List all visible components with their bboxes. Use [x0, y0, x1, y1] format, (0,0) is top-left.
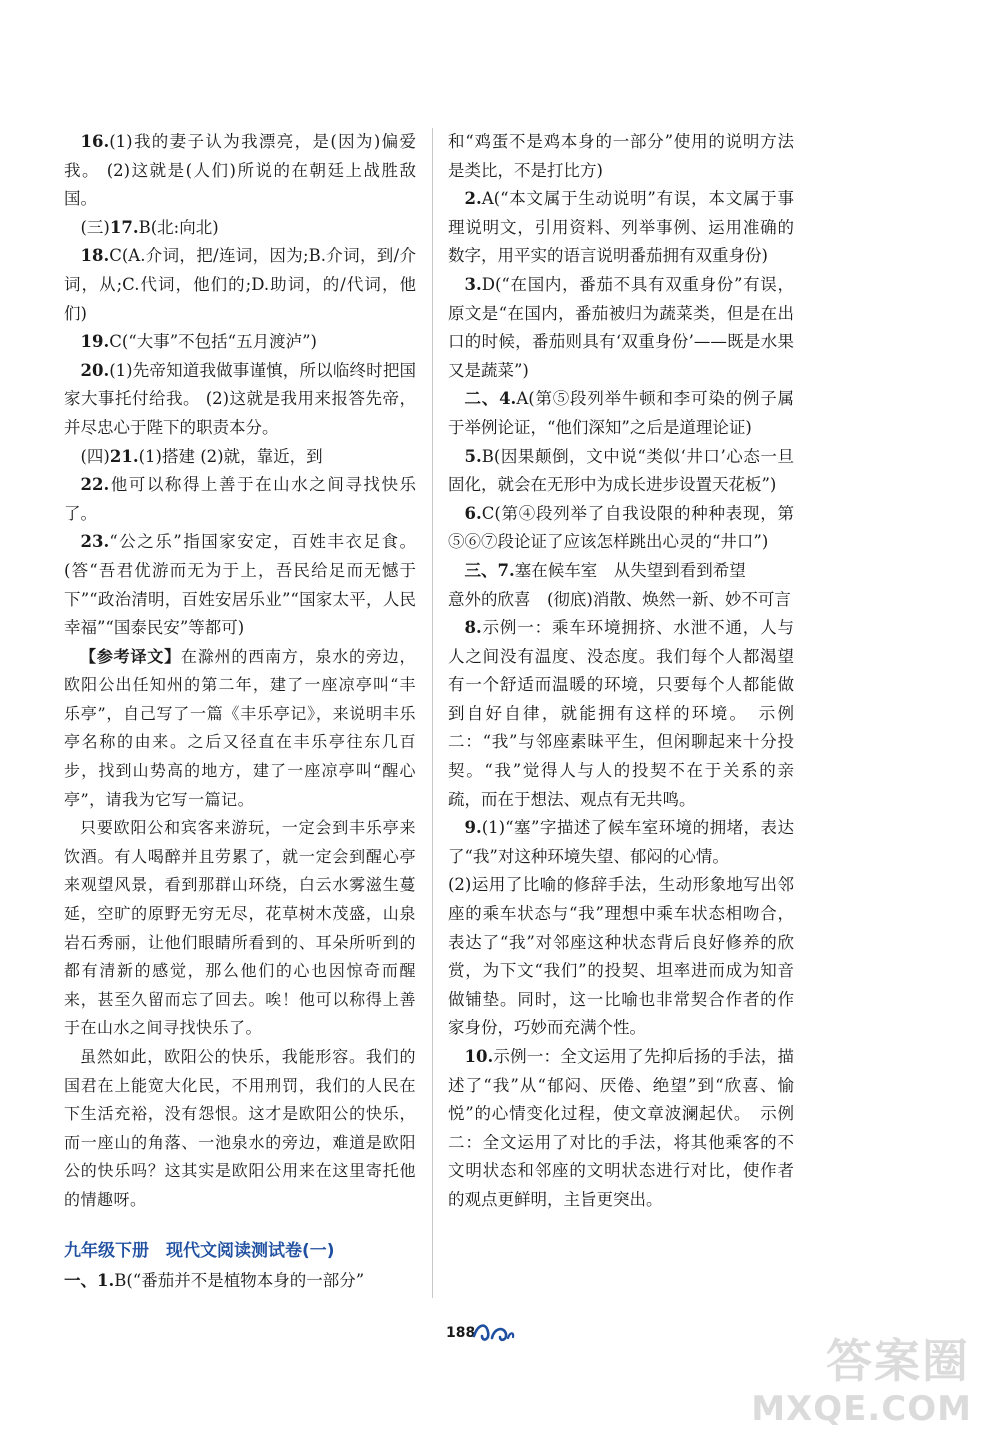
- column-divider: [432, 128, 433, 1298]
- answer-1: 一、1.B(“番茄并不是植物本身的一部分”: [64, 1270, 365, 1290]
- answer-7-line-2: 意外的欣喜 (彻底)消散、焕然一新、妙不可言: [448, 589, 791, 609]
- translation-paragraph-1: 【参考译文】在滁州的西南方，泉水的旁边，欧阳公出任知州的第二年，建了一座凉亭叫“丰乐亭”，自己写了一篇《丰乐亭记》，来说明丰乐亭名称的由来。之后又径直在丰乐亭往东几百步，找到山势高的地方，建了一座凉亭叫“醒心亭”，请我为它写一篇记。: [64, 646, 416, 809]
- section-title: 九年级下册 现代文阅读测试卷(一): [64, 1240, 335, 1261]
- answer-19: 19.C(“大事”不包括“五月渡泸”): [80, 332, 317, 352]
- answer-9-part-2: (2)运用了比喻的修辞手法，生动形象地写出邻座的乘车状态与“我”理想中乘车状态相吻合，表达了“我”对邻座这种状态背后良好修养的欣赏，为下文“我们”的投契、坦率进而成为知音做铺垫。同时，这一比喻也非常契合作者的作家身份，巧妙而充满个性。: [448, 875, 794, 1038]
- answer-7: 三、7.塞在候车室 从失望到看到希望: [464, 560, 746, 580]
- left-column: [64, 128, 416, 1295]
- answer-4: 二、4.A(第⑤段列举牛顿和李可染的例子属于举例论证，“他们深知”之后是道理论证): [448, 389, 794, 437]
- answer-21: (四)21.(1)搭建 (2)就，靠近，到: [80, 446, 323, 466]
- translation-paragraph-2: 只要欧阳公和宾客来游玩，一定会到丰乐亭来饮酒。有人喝醉并且劳累了，就一定会到醒心亭来观望风景，看到那群山环绕，白云水雾滋生蔓延，空旷的原野无穷无尽，花草树木茂盛，山泉岩石秀丽，让他们眼睛所看到的、耳朵所听到的都有清新的感觉，那么他们的心也因惊奇而醒来，甚至久留而忘了回去。唉！他可以称得上善于在山水之间寻找快乐了。: [64, 818, 416, 1038]
- answer-8: 8.示例一：乘车环境拥挤、水泄不通，人与人之间没有温度、没态度。我们每个人都渴望有一个舒适而温暖的环境，只要每个人都能做到自好自律，就能拥有这样的环境。 示例二：“我”与邻座素昧平生，但闲聊起来十分投契。“我”觉得人与人的投契不在于关系的亲疏，而在于想法、观点有无共鸣。: [448, 618, 794, 809]
- translation-label: 【参考译文】: [80, 646, 181, 666]
- page-number: 188: [446, 1325, 476, 1341]
- answer-18: 18.C(A.介词，把/连词，因为;B.介词，到/介词，从;C.代词，他们的;D.助词，的/代词，他们): [64, 246, 416, 323]
- right-column: [448, 128, 794, 1215]
- answer-16: 16.(1)我的妻子认为我漂亮，是(因为)偏爱我。 (2)这就是(人们)所说的在朝廷上战胜敌国。: [64, 132, 416, 209]
- answer-6: 6.C(第④段列举了自我设限的种种表现，第⑤⑥⑦段论证了应该怎样跳出心灵的“井口”): [448, 503, 794, 552]
- answer-22: 22.他可以称得上善于在山水之间寻找快乐了。: [64, 475, 416, 523]
- translation-paragraph-3: 虽然如此，欧阳公的快乐，我能形容。我们的国君在上能宽大化民，不用刑罚，我们的人民在下生活充裕，没有怨恨。这才是欧阳公的快乐，而一座山的角落、一池泉水的旁边，难道是欧阳公的快乐吗？这其实是欧阳公用来在这里寄托他的情趣呀。: [64, 1047, 416, 1209]
- watermark-line-2: MXQE.COM: [751, 1389, 972, 1429]
- answer-2: 2.A(“本文属于生动说明”有误，本文属于事理说明文，引用资料、列举事例、运用准确的数字，用平实的语言说明番茄拥有双重身份): [448, 189, 794, 266]
- reference-translation: [64, 643, 416, 1215]
- answer-3: 3.D(“在国内，番茄不具有双重身份”有误，原文是“在国内，番茄被归为蔬菜类，但是在出口的时候，番茄则具有‘双重身份’——既是水果又是蔬菜”): [448, 274, 794, 380]
- answer-17: (三)17.B(北:向北): [80, 217, 219, 237]
- answer-5: 5.B(因果颠倒，文中说“类似‘井口’心态一旦固化，就会在无形中为成长进步设置天花板”): [448, 446, 794, 495]
- answer-1-continued: 和“鸡蛋不是鸡本身的一部分”使用的说明方法是类比，不是打比方): [448, 132, 794, 180]
- answer-9: 9.(1)“塞”字描述了候车室环境的拥堵，表达了“我”对这种环境失望、郁闷的心情。: [448, 818, 794, 866]
- answer-23: 23.“公之乐”指国家安定，百姓丰衣足食。(答“吾君优游而无为于上，吾民给足而无憾于下”“政治清明，百姓安居乐业”“国家太平，人民幸福”“国泰民安”等都可): [64, 532, 416, 638]
- answer-10: 10.示例一：全文运用了先抑后扬的手法，描述了“我”从“郁闷、厌倦、绝望”到“欣喜、愉悦”的心情变化过程，使文章波澜起伏。 示例二：全文运用了对比的手法，将其他乘客的不文明状态和邻座的文明状态进行对比，使作者的观点更鲜明，主旨更突出。: [448, 1047, 794, 1209]
- answer-20: 20.(1)先帝知道我做事谨慎，所以临终时把国家大事托付给我。 (2)这就是我用来报答先帝，并尽忠心于陛下的职责本分。: [64, 360, 416, 437]
- wave-ornament-icon: [470, 1318, 516, 1348]
- watermark: [751, 1334, 990, 1435]
- watermark-line-1: 答案圈: [826, 1334, 970, 1388]
